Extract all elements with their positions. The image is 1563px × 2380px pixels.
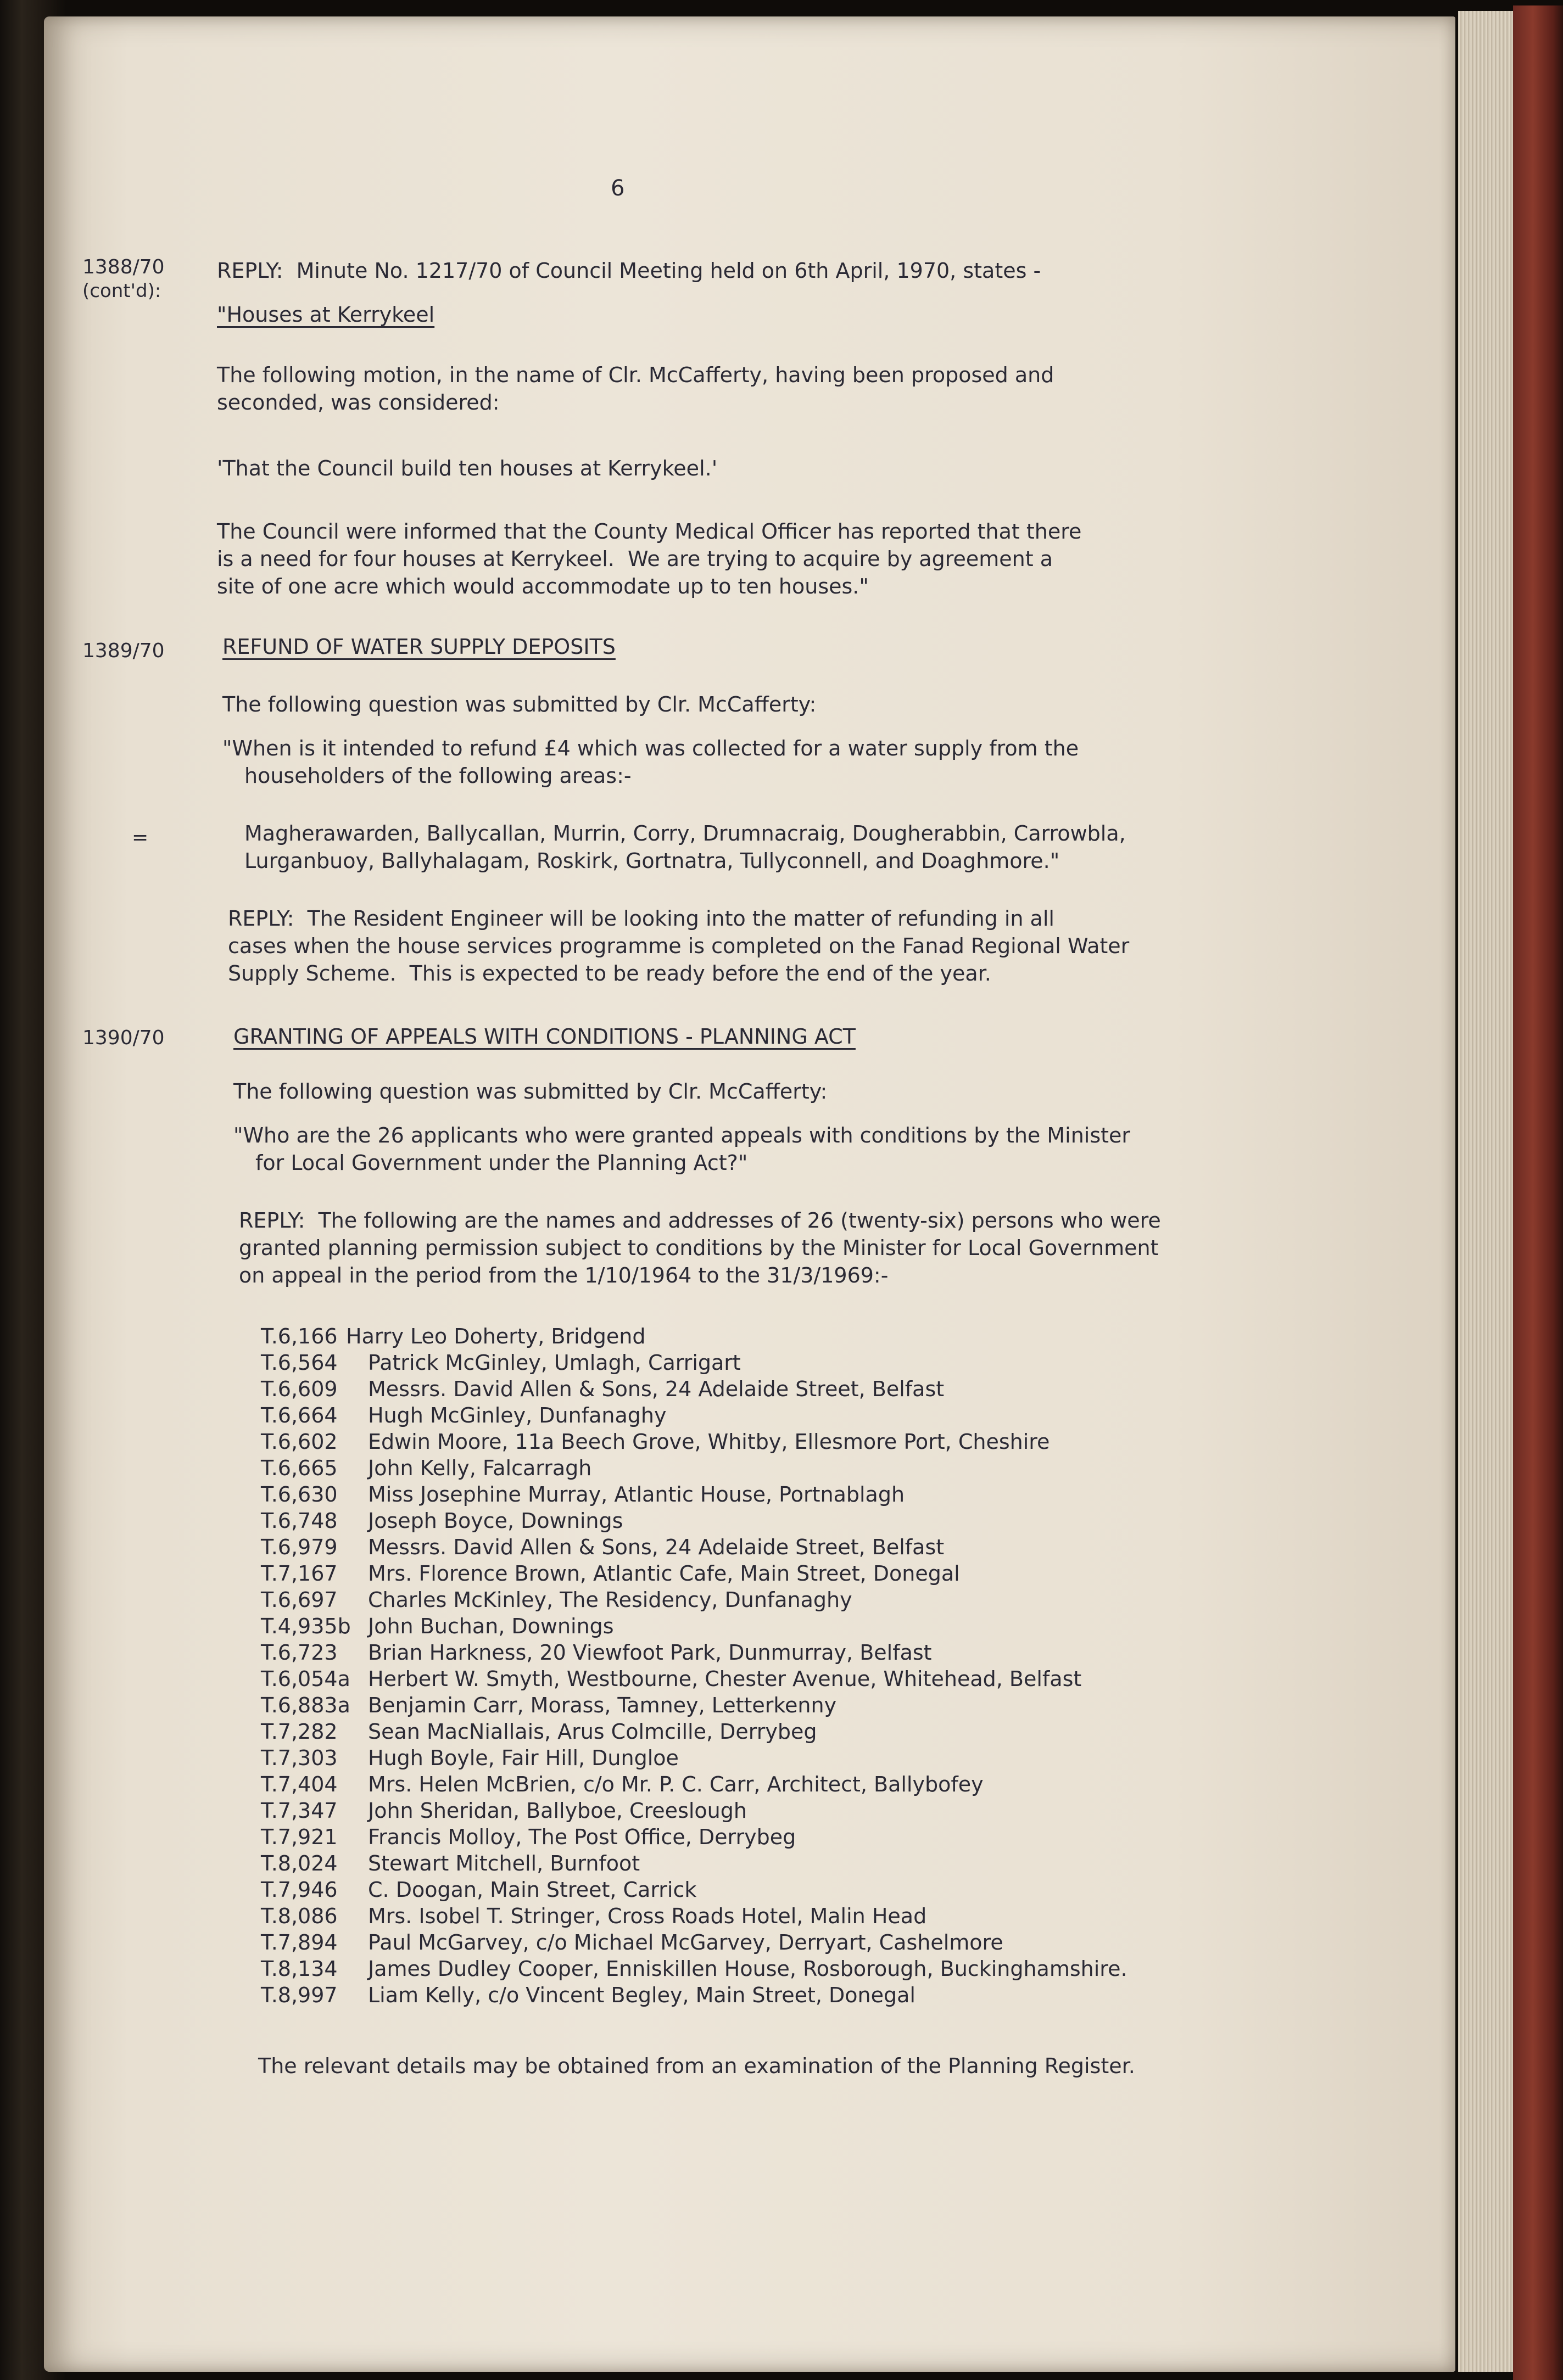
appeal-ref: T.4,935b — [261, 1614, 351, 1638]
reply-1390-line-2: granted planning permission subject to conditions by the Minister for Local Government — [239, 1236, 1159, 1260]
areas-line-1: Magherawarden, Ballycallan, Murrin, Corry, Drumnacraig, Dougherabbin, Carrowbla, — [244, 821, 1126, 845]
appeal-ref: T.7,303 — [261, 1746, 338, 1770]
appeal-name: Mrs. Helen McBrien, c/o Mr. P. C. Carr, Architect, Ballybofey — [368, 1772, 984, 1796]
appeal-name: Hugh McGinley, Dunfanaghy — [368, 1403, 667, 1427]
reply-1389-line-1: REPLY: The Resident Engineer will be looking into the matter of refunding in all — [228, 906, 1054, 931]
appeal-name: John Sheridan, Ballyboe, Creeslough — [368, 1799, 747, 1823]
motion-paragraph-line-2: seconded, was considered: — [217, 390, 500, 415]
heading-refund-water-deposits: REFUND OF WATER SUPPLY DEPOSITS — [222, 635, 616, 659]
appeal-name: Sean MacNiallais, Arus Colmcille, Derrybeg — [368, 1720, 817, 1744]
appeal-ref: T.7,167 — [261, 1561, 338, 1586]
appeal-name: Joseph Boyce, Downings — [368, 1509, 623, 1533]
appeal-name: John Kelly, Falcarragh — [368, 1456, 592, 1480]
appeal-name: Benjamin Carr, Morass, Tamney, Letterkenny — [368, 1693, 837, 1717]
question-1389-line-1: "When is it intended to refund £4 which was collected for a water supply from the — [222, 736, 1079, 760]
page-content — [82, 0, 1428, 2380]
reply-1388: REPLY: Minute No. 1217/70 of Council Meeting held on 6th April, 1970, states - — [217, 259, 1041, 283]
appeal-name: Messrs. David Allen & Sons, 24 Adelaide Street, Belfast — [368, 1377, 945, 1401]
appeal-ref: T.7,404 — [261, 1772, 338, 1796]
appeal-ref: T.6,054a — [261, 1667, 350, 1691]
appeal-ref: T.6,664 — [261, 1403, 338, 1427]
motion-paragraph-line-1: The following motion, in the name of Clr. McCafferty, having been proposed and — [217, 363, 1054, 387]
appeal-name: C. Doogan, Main Street, Carrick — [368, 1878, 697, 1902]
appeal-ref: T.6,564 — [261, 1351, 338, 1375]
appeal-ref: T.8,997 — [261, 1983, 338, 2007]
council-paragraph-line-1: The Council were informed that the County Medical Officer has reported that there — [217, 519, 1082, 544]
appeal-name: Patrick McGinley, Umlagh, Carrigart — [368, 1351, 741, 1375]
appeal-ref: T.6,979 — [261, 1535, 338, 1559]
appeal-ref: T.7,282 — [261, 1720, 338, 1744]
question-intro-1390: The following question was submitted by Clr. McCafferty: — [233, 1079, 828, 1104]
appeal-name: Hugh Boyle, Fair Hill, Dungloe — [368, 1746, 679, 1770]
page-edges — [1458, 11, 1513, 2372]
appeal-ref: T.6,630 — [261, 1482, 338, 1507]
appeal-ref: T.6,748 — [261, 1509, 338, 1533]
appeal-ref: T.6,883a — [261, 1693, 350, 1717]
appeal-ref: T.6,609 — [261, 1377, 338, 1401]
minute-number-1390: 1390/70 — [82, 1027, 165, 1049]
appeal-ref: T.8,134 — [261, 1957, 338, 1981]
appeal-name: James Dudley Cooper, Enniskillen House, Rosborough, Buckinghamshire. — [368, 1957, 1127, 1981]
closing-note: The relevant details may be obtained from an examination of the Planning Register. — [258, 2054, 1135, 2078]
appeal-name: Herbert W. Smyth, Westbourne, Chester Avenue, Whitehead, Belfast — [368, 1667, 1082, 1691]
question-intro-1389: The following question was submitted by Clr. McCafferty: — [222, 692, 817, 716]
appeal-ref: T.6,665 — [261, 1456, 338, 1480]
appeal-ref: T.7,894 — [261, 1930, 338, 1955]
areas-line-2: Lurganbuoy, Ballyhalagam, Roskirk, Gortnatra, Tullyconnell, and Doaghmore." — [244, 849, 1060, 873]
question-1389-line-2: householders of the following areas:- — [244, 764, 632, 788]
appeal-ref: T.7,946 — [261, 1878, 338, 1902]
appeal-name: Mrs. Isobel T. Stringer, Cross Roads Hotel, Malin Head — [368, 1904, 927, 1928]
appeal-ref: T.6,697 — [261, 1588, 338, 1612]
question-1390-line-2: for Local Government under the Planning Act?" — [255, 1151, 748, 1175]
appeal-name: Charles McKinley, The Residency, Dunfanaghy — [368, 1588, 852, 1612]
appeal-ref: T.7,921 — [261, 1825, 338, 1849]
appeal-name: Paul McGarvey, c/o Michael McGarvey, Derryart, Cashelmore — [368, 1930, 1003, 1955]
appeal-name: Miss Josephine Murray, Atlantic House, Portnablagh — [368, 1482, 905, 1507]
motion-text: 'That the Council build ten houses at Kerrykeel.' — [217, 456, 718, 480]
page-number: 6 — [611, 176, 625, 201]
continued-marker: (cont'd): — [82, 280, 161, 302]
appeal-name: Stewart Mitchell, Burnfoot — [368, 1851, 640, 1875]
appeal-ref: T.8,086 — [261, 1904, 338, 1928]
minute-number-1388: 1388/70 — [82, 256, 165, 278]
appeal-name: John Buchan, Downings — [368, 1614, 614, 1638]
ditto-mark: = — [132, 826, 149, 849]
appeal-name: Mrs. Florence Brown, Atlantic Cafe, Main Street, Donegal — [368, 1561, 960, 1586]
question-1390-line-1: "Who are the 26 applicants who were granted appeals with conditions by the Minister — [233, 1123, 1131, 1147]
appeal-name: Edwin Moore, 11a Beech Grove, Whitby, Ellesmore Port, Cheshire — [368, 1430, 1050, 1454]
appeal-ref: T.6,723 — [261, 1640, 338, 1665]
appeal-ref: T.7,347 — [261, 1799, 338, 1823]
appeal-ref: T.8,024 — [261, 1851, 338, 1875]
appeal-name: Liam Kelly, c/o Vincent Begley, Main Street, Donegal — [368, 1983, 916, 2007]
council-paragraph-line-3: site of one acre which would accommodate up to ten houses." — [217, 574, 869, 598]
reply-1390-line-1: REPLY: The following are the names and addresses of 26 (twenty-six) persons who were — [239, 1208, 1161, 1233]
reply-1389-line-3: Supply Scheme. This is expected to be ready before the end of the year. — [228, 961, 991, 985]
appeal-name: Brian Harkness, 20 Viewfoot Park, Dunmurray, Belfast — [368, 1640, 932, 1665]
minute-number-1389: 1389/70 — [82, 640, 165, 662]
appeal-ref: T.6,602 — [261, 1430, 338, 1454]
appeal-name: Francis Molloy, The Post Office, Derrybeg — [368, 1825, 796, 1849]
appeal-ref: T.6,166 — [261, 1324, 338, 1348]
reply-1389-line-2: cases when the house services programme is completed on the Fanad Regional Water — [228, 934, 1130, 958]
heading-granting-of-appeals: GRANTING OF APPEALS WITH CONDITIONS - PLANNING ACT — [233, 1024, 856, 1049]
reply-1390-line-3: on appeal in the period from the 1/10/1964 to the 31/3/1969:- — [239, 1263, 889, 1287]
quote-heading-houses: "Houses at Kerrykeel — [217, 303, 435, 327]
council-paragraph-line-2: is a need for four houses at Kerrykeel. We are trying to acquire by agreement a — [217, 547, 1053, 571]
appeal-name: Harry Leo Doherty, Bridgend — [346, 1324, 646, 1348]
appeal-name: Messrs. David Allen & Sons, 24 Adelaide Street, Belfast — [368, 1535, 945, 1559]
book-cover — [1513, 5, 1563, 2380]
